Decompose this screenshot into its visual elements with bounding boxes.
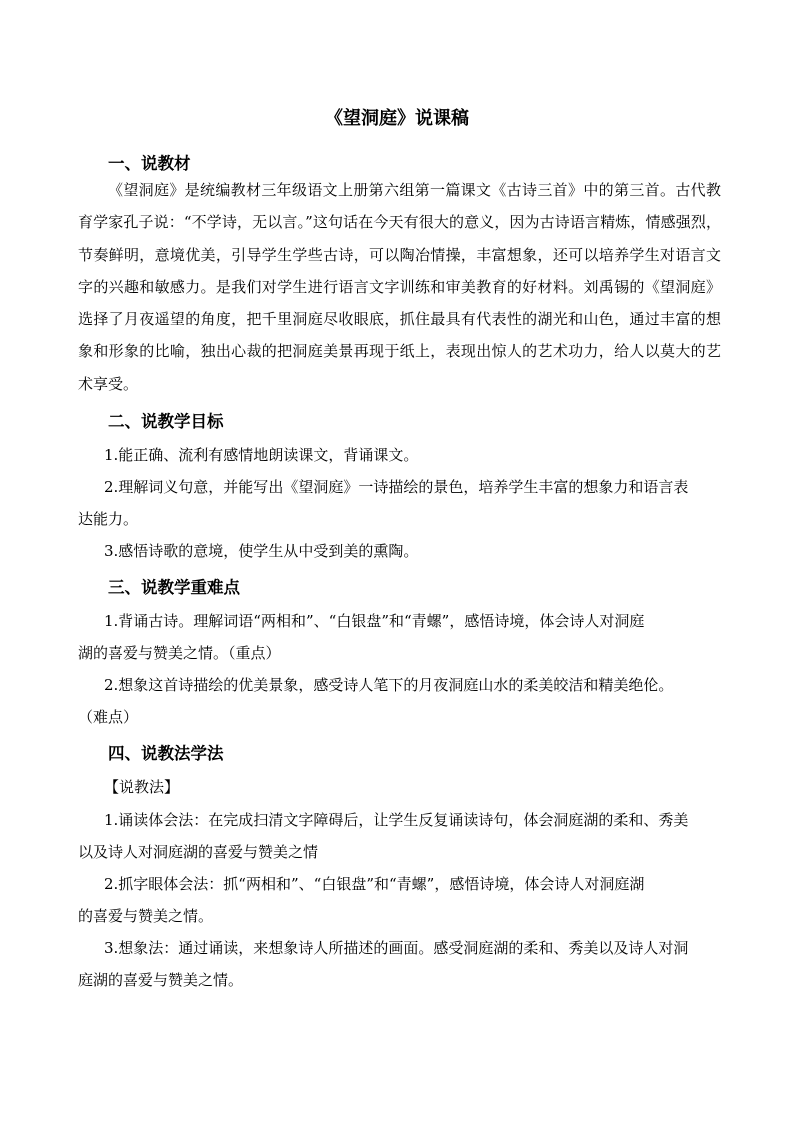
document-title: 《望洞庭》说课稿: [325, 108, 469, 129]
keypoint-item-1: 1.背诵古诗。理解词语“两相和”、“白银盘”和“青螺”，感悟诗境，体会诗人对洞庭: [104, 612, 645, 630]
keypoint-item-1-cont: 湖的喜爱与赞美之情。（重点）: [78, 644, 281, 662]
keypoint-item-2-cont: （难点）: [78, 708, 139, 726]
section-heading-textbook: 一、说教材: [108, 154, 191, 173]
method-item-3-cont: 庭湖的喜爱与赞美之情。: [78, 971, 244, 989]
objective-item-3: 3.感悟诗歌的意境，使学生从中受到美的熏陶。: [104, 542, 419, 560]
section-heading-methods: 四、说教法学法: [108, 744, 224, 763]
section-heading-objectives: 二、说教学目标: [108, 412, 224, 431]
keypoint-item-2: 2.想象这首诗描绘的优美景象，感受诗人笔下的月夜洞庭山水的柔美皎洁和精美绝伦。: [104, 676, 674, 694]
teaching-method-tag: 【说教法】: [104, 778, 180, 796]
method-item-3: 3.想象法：通过诵读，来想象诗人所描述的画面。感受洞庭湖的柔和、秀美以及诗人对洞: [104, 939, 689, 957]
method-item-2-cont: 的喜爱与赞美之情。: [78, 907, 214, 925]
method-item-1: 1.诵读体会法：在完成扫清文字障碍后，让学生反复诵读诗句，体会洞庭湖的柔和、秀美: [104, 811, 689, 829]
objective-item-2-cont: 达能力。: [78, 510, 139, 528]
objective-item-1: 1.能正确、流利有感情地朗读课文，背诵课文。: [104, 446, 419, 464]
method-item-1-cont: 以及诗人对洞庭湖的喜爱与赞美之情: [78, 843, 319, 861]
section-body-textbook: 《望洞庭》是统编教材三年级语文上册第六组第一篇课文《古诗三首》中的第三首。古代教育学家孔子说：“不学诗，无以言。”这句话在今天有很大的意义，因为古诗语言精炼，情感强烈，节奏鲜明，意境优美，引导学生学些古诗，可以陶冶情操，丰富想象，还可以培养学生对语言文字的兴趣和敏感力。是我们对学生进行语言文字训练和审美教育的好材料。刘禹锡的《望洞庭》选择了月夜遥望的角度，把千里洞庭尽收眼底，抓住最具有代表性的湖光和山色，通过丰富的想象和形象的比喻，独出心裁的把洞庭美景再现于纸上，表现出惊人的艺术功力，给人以莫大的艺术享受。: [78, 181, 721, 393]
objective-item-2: 2.理解词义句意，并能写出《望洞庭》一诗描绘的景色，培养学生丰富的想象力和语言表: [104, 478, 689, 496]
section-heading-keypoints: 三、说教学重难点: [108, 578, 240, 597]
method-item-2: 2.抓字眼体会法：抓“两相和”、“白银盘”和“青螺”，感悟诗境，体会诗人对洞庭湖: [104, 875, 645, 893]
